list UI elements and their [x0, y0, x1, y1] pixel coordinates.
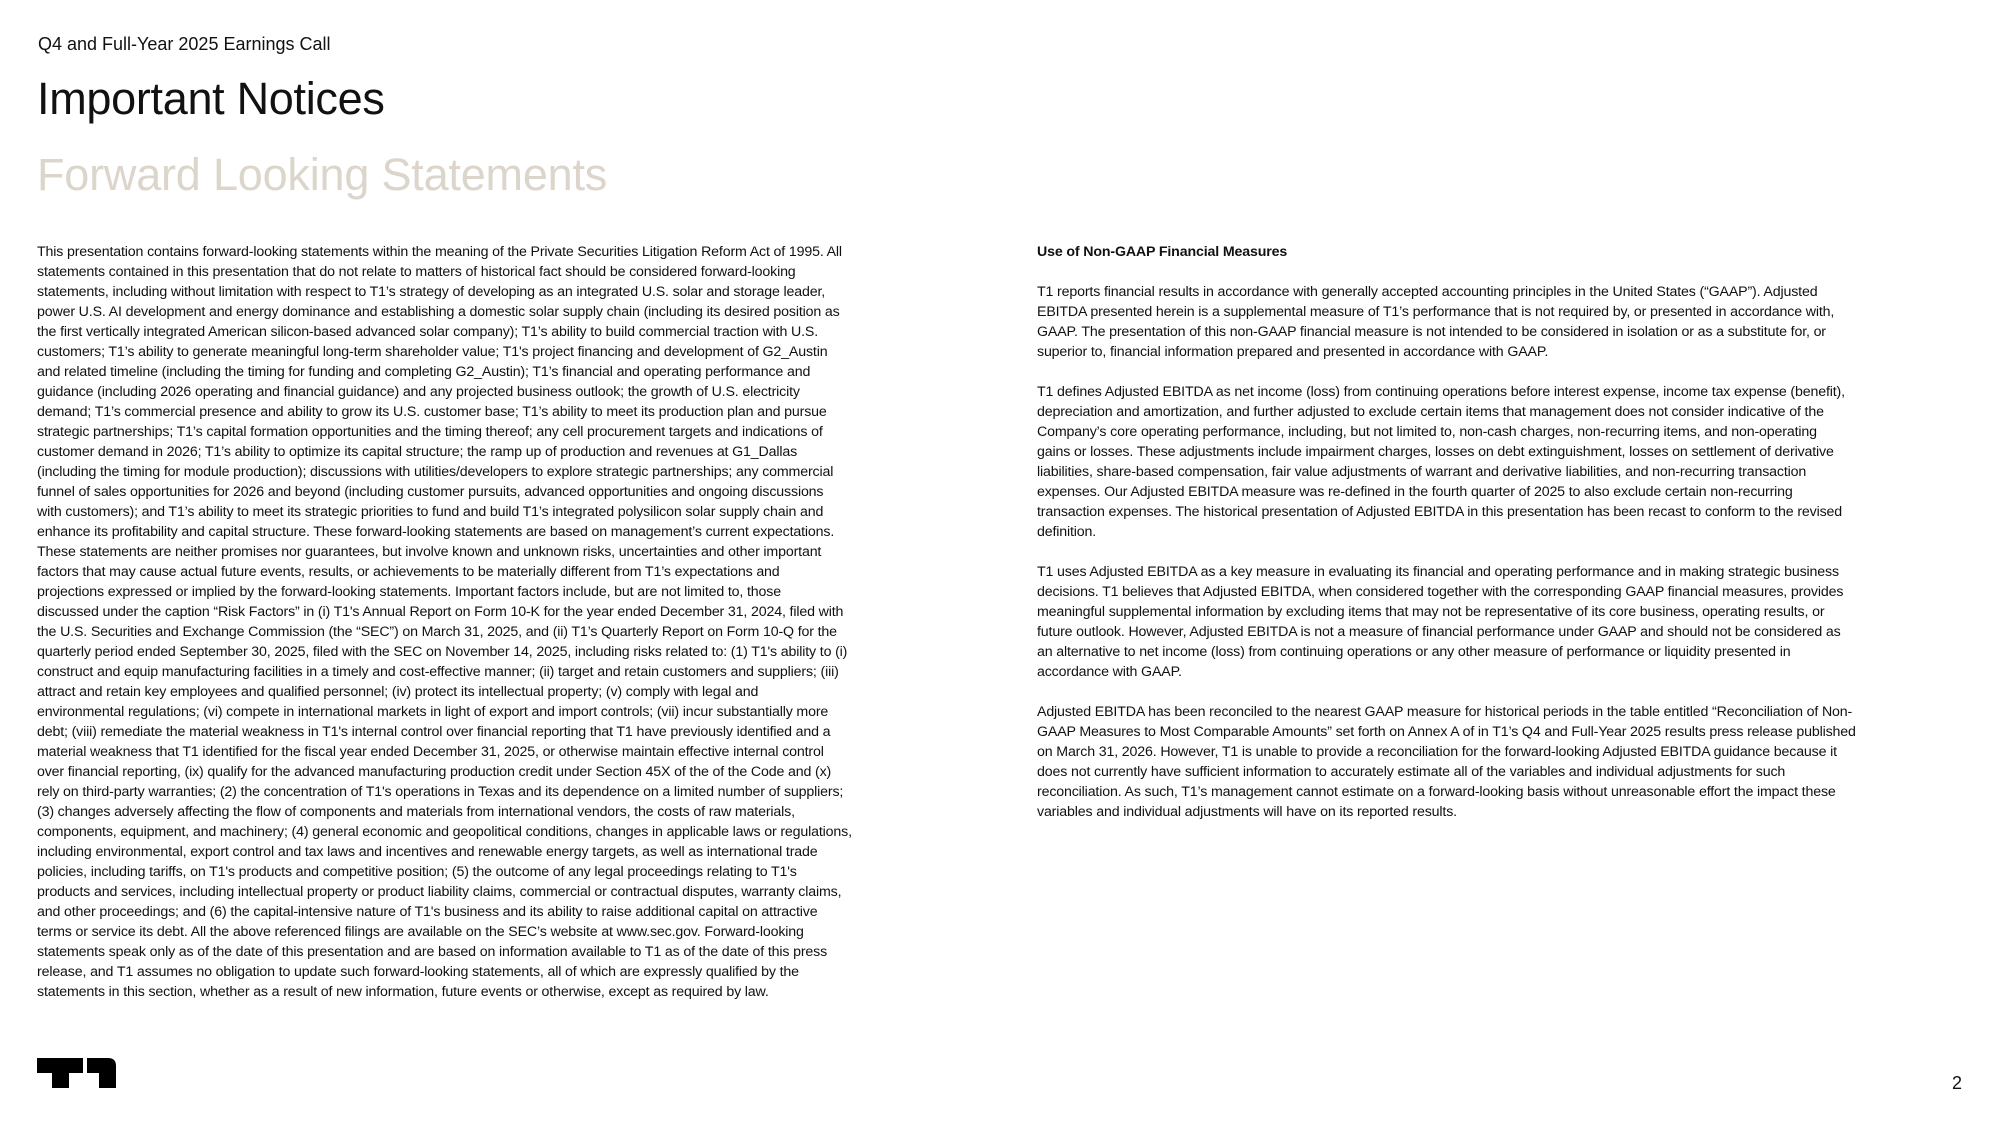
text-line: factors that may cause actual future events, results, or achievements to be materially different from T1’s expectations and [37, 564, 780, 580]
forward-looking-statements-text [37, 242, 947, 1002]
text-line: products and services, including intellectual property or product liability claims, commercial or contractual disputes, warranty claims, [37, 884, 842, 900]
text-line: future outlook. However, Adjusted EBITDA is not a measure of financial performance under GAAP and should not be considered as [1037, 624, 1841, 640]
text-line: guidance (including 2026 operating and financial guidance) and any projected business outlook; the growth of U.S. electricity [37, 384, 800, 400]
paragraph [1037, 562, 1957, 682]
text-line: debt; (viii) remediate the material weakness in T1's internal control over financial reporting that T1 have previously identified and a [37, 724, 831, 740]
text-line: the first vertically integrated American silicon-based advanced solar company); T1’s ability to build commercial traction with U.S. [37, 324, 818, 340]
text-line: terms or service its debt. All the above referenced filings are available on the SEC’s website at www.sec.gov. Forward-looking [37, 924, 804, 940]
text-line: variables and individual adjustments will have on its reported results. [1037, 804, 1457, 820]
text-line: decisions. T1 believes that Adjusted EBITDA, when considered together with the corresponding GAAP financial measures, provides [1037, 584, 1844, 600]
text-line: and related timeline (including the timing for funding and completing G2_Austin); T1’s financial and operating performance and [37, 364, 811, 380]
paragraph [1037, 282, 1957, 362]
text-line: funnel of sales opportunities for 2026 and beyond (including customer pursuits, advanced opportunities and ongoing discussions [37, 484, 824, 500]
non-gaap-measures-text [1037, 242, 1957, 822]
text-line: definition. [1037, 524, 1097, 540]
text-line: on March 31, 2026. However, T1 is unable to provide a reconciliation for the forward-looking Adjusted EBITDA guidance because it [1037, 744, 1837, 760]
text-line: strategic partnerships; T1’s capital formation opportunities and the timing thereof; any cell procurement targets and indications of [37, 424, 823, 440]
paragraph [1037, 382, 1957, 542]
text-line: and other proceedings; and (6) the capital-intensive nature of T1's business and its ability to raise additional capital on attractive [37, 904, 818, 920]
section-heading: Use of Non-GAAP Financial Measures [1037, 244, 1288, 260]
text-line: expenses. Our Adjusted EBITDA measure was re-defined in the fourth quarter of 2025 to also exclude certain non-recurring [1037, 484, 1793, 500]
text-line: These statements are neither promises nor guarantees, but involve known and unknown risks, uncertainties and other important [37, 544, 822, 560]
text-line: does not currently have sufficient information to accurately estimate all of the variables and individual adjustments for such [1037, 764, 1786, 780]
text-line: attract and retain key employees and qualified personnel; (iv) protect its intellectual property; (v) comply with legal and [37, 684, 759, 700]
page-title: Important Notices [37, 73, 385, 124]
text-line: release, and T1 assumes no obligation to update such forward-looking statements, all of which are expressly qualified by the [37, 964, 799, 980]
text-line: environmental regulations; (vi) compete in international markets in light of export and import controls; (vii) incur substantially more [37, 704, 829, 720]
text-line: superior to, financial information prepared and presented in accordance with GAAP. [1037, 344, 1549, 360]
text-line: projections expressed or implied by the forward-looking statements. Important factors include, but are not limited to, those [37, 584, 781, 600]
text-line: meaningful supplemental information by excluding items that may not be representative of its core business, operating results, or [1037, 604, 1825, 620]
text-line: (including the timing for module production); discussions with utilities/developers to explore strategic partnerships; any commercial [37, 464, 834, 480]
text-line: GAAP. The presentation of this non-GAAP financial measure is not intended to be considered in isolation or as a substitute for, or [1037, 324, 1826, 340]
text-line: demand; T1’s commercial presence and ability to grow its U.S. customer base; T1’s ability to meet its production plan and pursue [37, 404, 827, 420]
text-line: transaction expenses. The historical presentation of Adjusted EBITDA in this presentation has been recast to conform to the revised [1037, 504, 1843, 520]
text-line: statements in this section, whether as a result of new information, future events or otherwise, except as required by law. [37, 984, 769, 1000]
presentation-label: Q4 and Full-Year 2025 Earnings Call [38, 34, 331, 54]
text-line: gains or losses. These adjustments include impairment charges, losses on debt extinguishment, losses on settlement of derivative [1037, 444, 1834, 460]
text-line: quarterly period ended September 30, 2025, filed with the SEC on November 14, 2025, including risks related to: (1) T1's ability to (i) [37, 644, 848, 660]
text-line: accordance with GAAP. [1037, 664, 1182, 680]
text-line: liabilities, share-based compensation, fair value adjustments of warrant and derivative liabilities, and non-recurring transaction [1037, 464, 1807, 480]
text-line: an alternative to net income (loss) from continuing operations or any other measure of performance or liquidity presented in [1037, 644, 1791, 660]
text-line: material weakness that T1 identified for the fiscal year ended December 31, 2025, or otherwise maintain effective internal control [37, 744, 824, 760]
text-line: T1 defines Adjusted EBITDA as net income (loss) from continuing operations before interest expense, income tax expense (benefit), [1037, 384, 1845, 400]
text-line: (3) changes adversely affecting the flow of components and materials from international vendors, the costs of raw materials, [37, 804, 795, 820]
text-line: Adjusted EBITDA has been reconciled to the nearest GAAP measure for historical periods in the table entitled “Reconciliation of Non- [1037, 704, 1853, 720]
text-line: GAAP Measures to Most Comparable Amounts” set forth on Annex A of in T1’s Q4 and Full-Year 2025 results press release published [1037, 724, 1856, 740]
paragraph [1037, 702, 1957, 822]
text-line: EBITDA presented herein is a supplemental measure of T1’s performance that is not required by, or presented in accordance with, [1037, 304, 1835, 320]
text-line: components, equipment, and machinery; (4) general economic and geopolitical conditions, changes in applicable laws or regulations, [37, 824, 852, 840]
text-line: statements, including without limitation with respect to T1’s strategy of developing as an integrated U.S. solar and storage leader, [37, 284, 826, 300]
text-line: rely on third-party warranties; (2) the concentration of T1's operations in Texas and its dependence on a limited number of suppliers; [37, 784, 844, 800]
text-line: T1 uses Adjusted EBITDA as a key measure in evaluating its financial and operating performance and in making strategic business [1037, 564, 1839, 580]
page-subtitle: Forward Looking Statements [37, 149, 608, 200]
text-line: customer demand in 2026; T1’s ability to optimize its capital structure; the ramp up of production and revenues at G1_Dallas [37, 444, 798, 460]
text-line: statements speak only as of the date of this presentation and are based on information available to T1 as of the date of this press [37, 944, 828, 960]
text-line: statements contained in this presentation that do not relate to matters of historical fact should be considered forward-looking [37, 264, 796, 280]
text-line: discussed under the caption “Risk Factors” in (i) T1's Annual Report on Form 10-K for the year ended December 31, 2024, filed with [37, 604, 844, 620]
text-line: construct and equip manufacturing facilities in a timely and cost-effective manner; (ii) target and retain customers and suppliers; (iii) [37, 664, 839, 680]
text-line: power U.S. AI development and energy dominance and establishing a domestic solar supply chain (including its desired position as [37, 304, 840, 320]
text-line: reconciliation. As such, T1’s management cannot estimate on a forward-looking basis without unreasonable effort the impact these [1037, 784, 1836, 800]
text-line: the U.S. Securities and Exchange Commission (the “SEC”) on March 31, 2025, and (ii) T1’s Quarterly Report on Form 10-Q for the [37, 624, 837, 640]
page-number: 2 [1952, 1073, 1963, 1093]
text-line: customers; T1’s ability to generate meaningful long-term shareholder value; T1's project financing and development of G2_Austin [37, 344, 828, 360]
text-line: including environmental, export control and tax laws and incentives and renewable energy targets, as well as international trade [37, 844, 818, 860]
text-line: with customers); and T1’s ability to meet its strategic priorities to fund and build T1’s integrated polysilicon solar supply chain and [37, 504, 824, 520]
text-line: depreciation and amortization, and further adjusted to exclude certain items that management does not consider indicative of the [1037, 404, 1824, 420]
text-line: This presentation contains forward-looking statements within the meaning of the Private Securities Litigation Reform Act of 1995. All [37, 244, 842, 260]
t1-logo-icon [37, 1058, 117, 1088]
text-line: enhance its profitability and capital structure. These forward-looking statements are based on management’s current expectations. [37, 524, 835, 540]
text-line: Company’s core operating performance, including, but not limited to, non-cash charges, non-recurring items, and non-operating [1037, 424, 1817, 440]
text-line: over financial reporting, (ix) qualify for the advanced manufacturing production credit under Section 45X of the of the Code and (x) [37, 764, 832, 780]
text-line: policies, including tariffs, on T1's products and competitive position; (5) the outcome of any legal proceedings relating to T1's [37, 864, 797, 880]
text-line: T1 reports financial results in accordance with generally accepted accounting principles in the United States (“GAAP”). Adjusted [1037, 284, 1818, 300]
